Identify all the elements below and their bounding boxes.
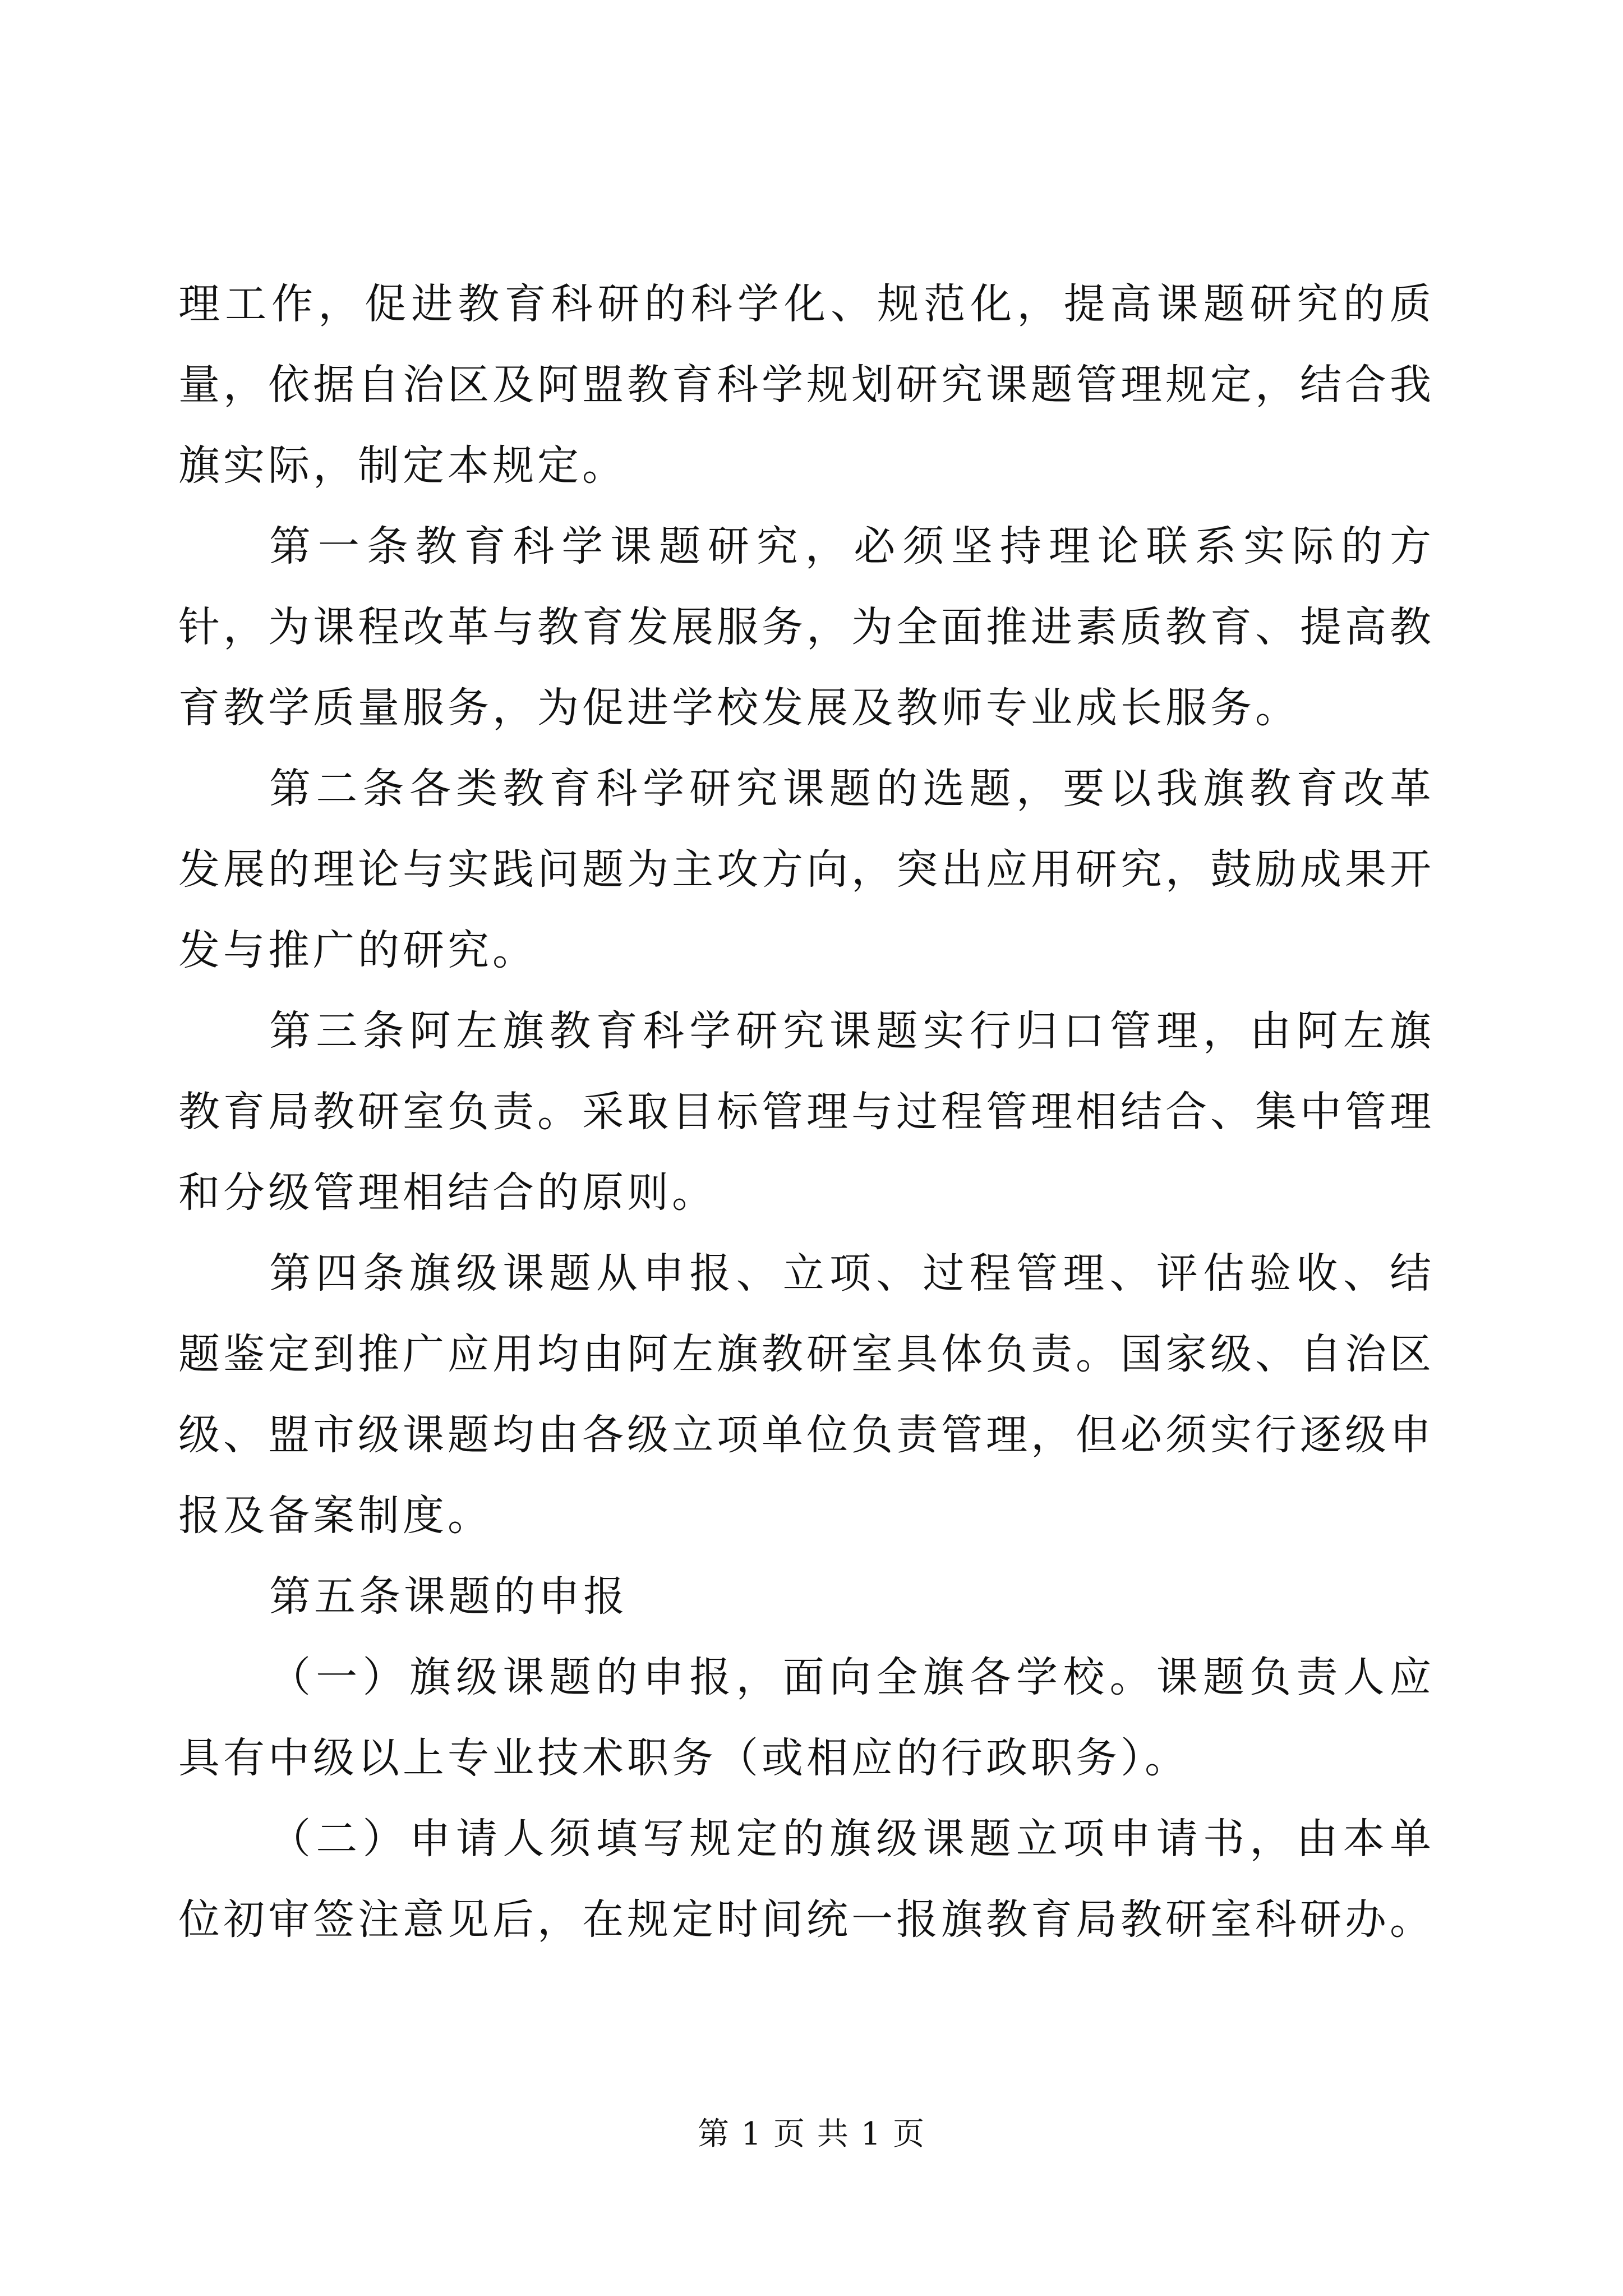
page-number-text: 第 1 页 共 1 页	[697, 2116, 926, 2152]
paragraph-article-4: 第四条旗级课题从申报、立项、过程管理、评估验收、结题鉴定到推广应用均由阿左旗教研室具体负责。国家级、自治区级、盟市级课题均由各级立项单位负责管理，但必须实行逐级申报及备案制度。	[178, 1249, 1435, 1540]
paragraph-article-1: 第一条教育科学课题研究，必须坚持理论联系实际的方针，为课程改革与教育发展服务，为全面推进素质教育、提高教育教学质量服务，为促进学校发展及教师专业成长服务。	[178, 522, 1435, 732]
paragraph-article-3: 第三条阿左旗教育科学研究课题实行归口管理，由阿左旗教育局教研室负责。采取目标管理与过程管理相结合、集中管理和分级管理相结合的原则。	[178, 1007, 1435, 1217]
page-footer	[0, 2115, 1623, 2154]
document-body	[178, 264, 1435, 1960]
paragraph-intro-continuation: 理工作，促进教育科研的科学化、规范化，提高课题研究的质量，依据自治区及阿盟教育科学规划研究课题管理规定，结合我旗实际，制定本规定。	[178, 280, 1435, 490]
paragraph-article-5-heading: 第五条课题的申报	[269, 1572, 628, 1621]
paragraph-article-5-item-2: （二）申请人须填写规定的旗级课题立项申请书，由本单位初审签注意见后，在规定时间统一报旗教育局教研室科研办。	[178, 1815, 1435, 1944]
paragraph-article-5-item-1: （一）旗级课题的申报，面向全旗各学校。课题负责人应具有中级以上专业技术职务（或相应的行政职务）。	[178, 1653, 1435, 1782]
paragraph-article-2: 第二条各类教育科学研究课题的选题，要以我旗教育改革发展的理论与实践问题为主攻方向，突出应用研究，鼓励成果开发与推广的研究。	[178, 765, 1435, 974]
